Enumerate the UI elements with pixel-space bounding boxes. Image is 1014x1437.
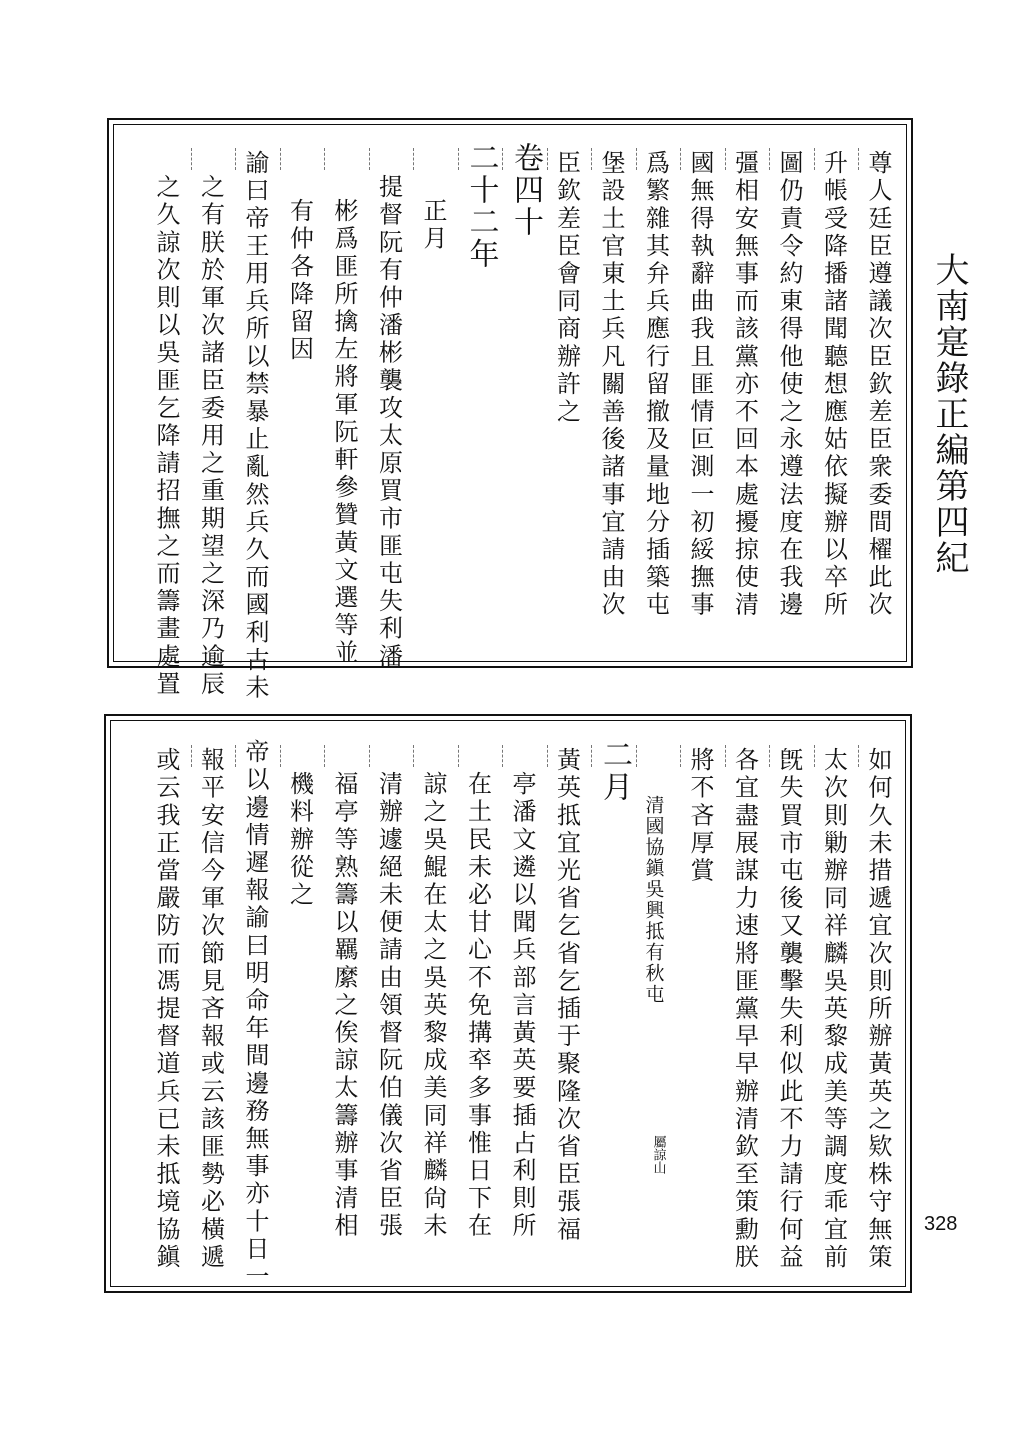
text-column: 清國協鎭吳興抵有秋屯 (642, 795, 665, 1005)
column-rule (591, 148, 592, 170)
text-column: 之有朕於軍次諸臣委用之重期望之深乃逾辰 (196, 174, 225, 699)
column-rule (636, 148, 637, 170)
text-column: 報平安信今軍次節見吝報或云該匪勢必橫遞 (196, 747, 225, 1272)
page-number: 328 (924, 1213, 958, 1235)
column-rule (858, 745, 859, 767)
text-column: 黃英抵宜光省乞省乞插于聚隆次省臣張福 (552, 747, 581, 1244)
text-column: 福亭等熟籌以羈縻之俟諒太籌辦事清相 (330, 771, 358, 1241)
text-column: 提督阮有仲潘彬襲攻太原買市匪屯失利潘 (374, 174, 403, 671)
column-rule (547, 745, 548, 767)
text-column: 升帳受降播諸聞聽想應姑依擬辦以卒所 (819, 150, 848, 620)
text-column: 之久諒次則以吳匪乞降請招撫之而籌畫處置 (152, 174, 180, 699)
text-column: 或云我正當嚴防而馮提督道兵已未抵境協鎭 (152, 747, 180, 1272)
text-column: 臣欽差臣會同商辦許之 (552, 150, 581, 426)
text-column: 各宜盡展謀力速將匪黨早早辦清欽至策勳朕 (730, 747, 759, 1272)
column-rule (680, 745, 681, 767)
column-rule (725, 745, 726, 767)
text-column: 如何久未措遞宜次則所辦黃英之欵株守無策 (864, 747, 892, 1272)
column-rule (280, 148, 281, 170)
book-title: 大南寔錄正編第四紀 (929, 252, 969, 576)
column-rule (369, 148, 370, 170)
column-rule (458, 745, 459, 767)
text-column: 尊人廷臣遵議次臣欽差臣衆委間櫂此次 (864, 150, 892, 620)
column-rule (591, 745, 592, 767)
text-column: 二十二年 (463, 142, 499, 270)
column-rule (858, 148, 859, 170)
text-column: 帝以邊情遲報諭曰明命年間邊務無事亦十日一 (241, 739, 269, 1291)
column-rule (769, 745, 770, 767)
text-column: 圖仍責令約東得他使之永遵法度在我邊 (775, 150, 803, 620)
text-column: 在土民未必甘心不免搆䘚多事惟日下在 (463, 771, 492, 1241)
text-column: 堡設土官東土兵凡關善後諸事宜請由次 (597, 150, 625, 620)
column-rule (458, 148, 459, 170)
text-column: 卷四十 (508, 142, 543, 238)
text-column: 將不吝厚賞 (686, 747, 714, 885)
text-column: 二月 (597, 739, 632, 803)
column-rule (680, 148, 681, 170)
column-rule (235, 148, 236, 170)
column-rule (725, 148, 726, 170)
column-rule (191, 148, 192, 170)
column-rule (413, 745, 414, 767)
text-column: 爲繁雜其弁兵應行留撤及量地分插築屯 (641, 150, 670, 620)
text-column: 諒之吳鯤在太之吳英黎成美同祥麟尙未 (419, 771, 447, 1241)
text-column: 亭潘文遴以聞兵部言黃英要插占利則所 (508, 771, 536, 1241)
column-rule (769, 148, 770, 170)
column-rule (502, 148, 503, 170)
text-column: 彬爲匪所擒左將軍阮軒參贊黃文選等並 (330, 198, 358, 668)
inline-note: 屬諒山 (650, 1135, 666, 1174)
column-rule (280, 745, 281, 767)
column-rule (547, 148, 548, 170)
text-column: 機料辦從之 (285, 771, 314, 909)
column-rule (235, 745, 236, 767)
column-rule (502, 745, 503, 767)
column-rule (636, 745, 637, 767)
column-rule (324, 745, 325, 767)
text-column: 正月 (419, 198, 447, 254)
column-rule (413, 148, 414, 170)
column-rule (369, 745, 370, 767)
text-column: 諭曰帝王用兵所以禁暴止亂然兵久而國利古未 (241, 150, 269, 702)
text-column: 國無得執辭曲我且匪情叵測一初綏撫事 (686, 150, 714, 620)
column-rule (814, 148, 815, 170)
text-column: 旣失買市屯後又襲擊失利似此不力請行何益 (775, 747, 803, 1272)
text-column: 太次則勦辦同祥麟吳英黎成美等調度乖宜前 (819, 747, 848, 1272)
column-rule (814, 745, 815, 767)
column-rule (324, 148, 325, 170)
text-column: 有仲各降留因 (285, 198, 314, 364)
text-column: 清辦遽絕未便請由領督阮伯儀次省臣張 (374, 771, 403, 1241)
text-column: 彊相安無事而該黨亦不回本處擾掠使清 (730, 150, 759, 620)
column-rule (191, 745, 192, 767)
